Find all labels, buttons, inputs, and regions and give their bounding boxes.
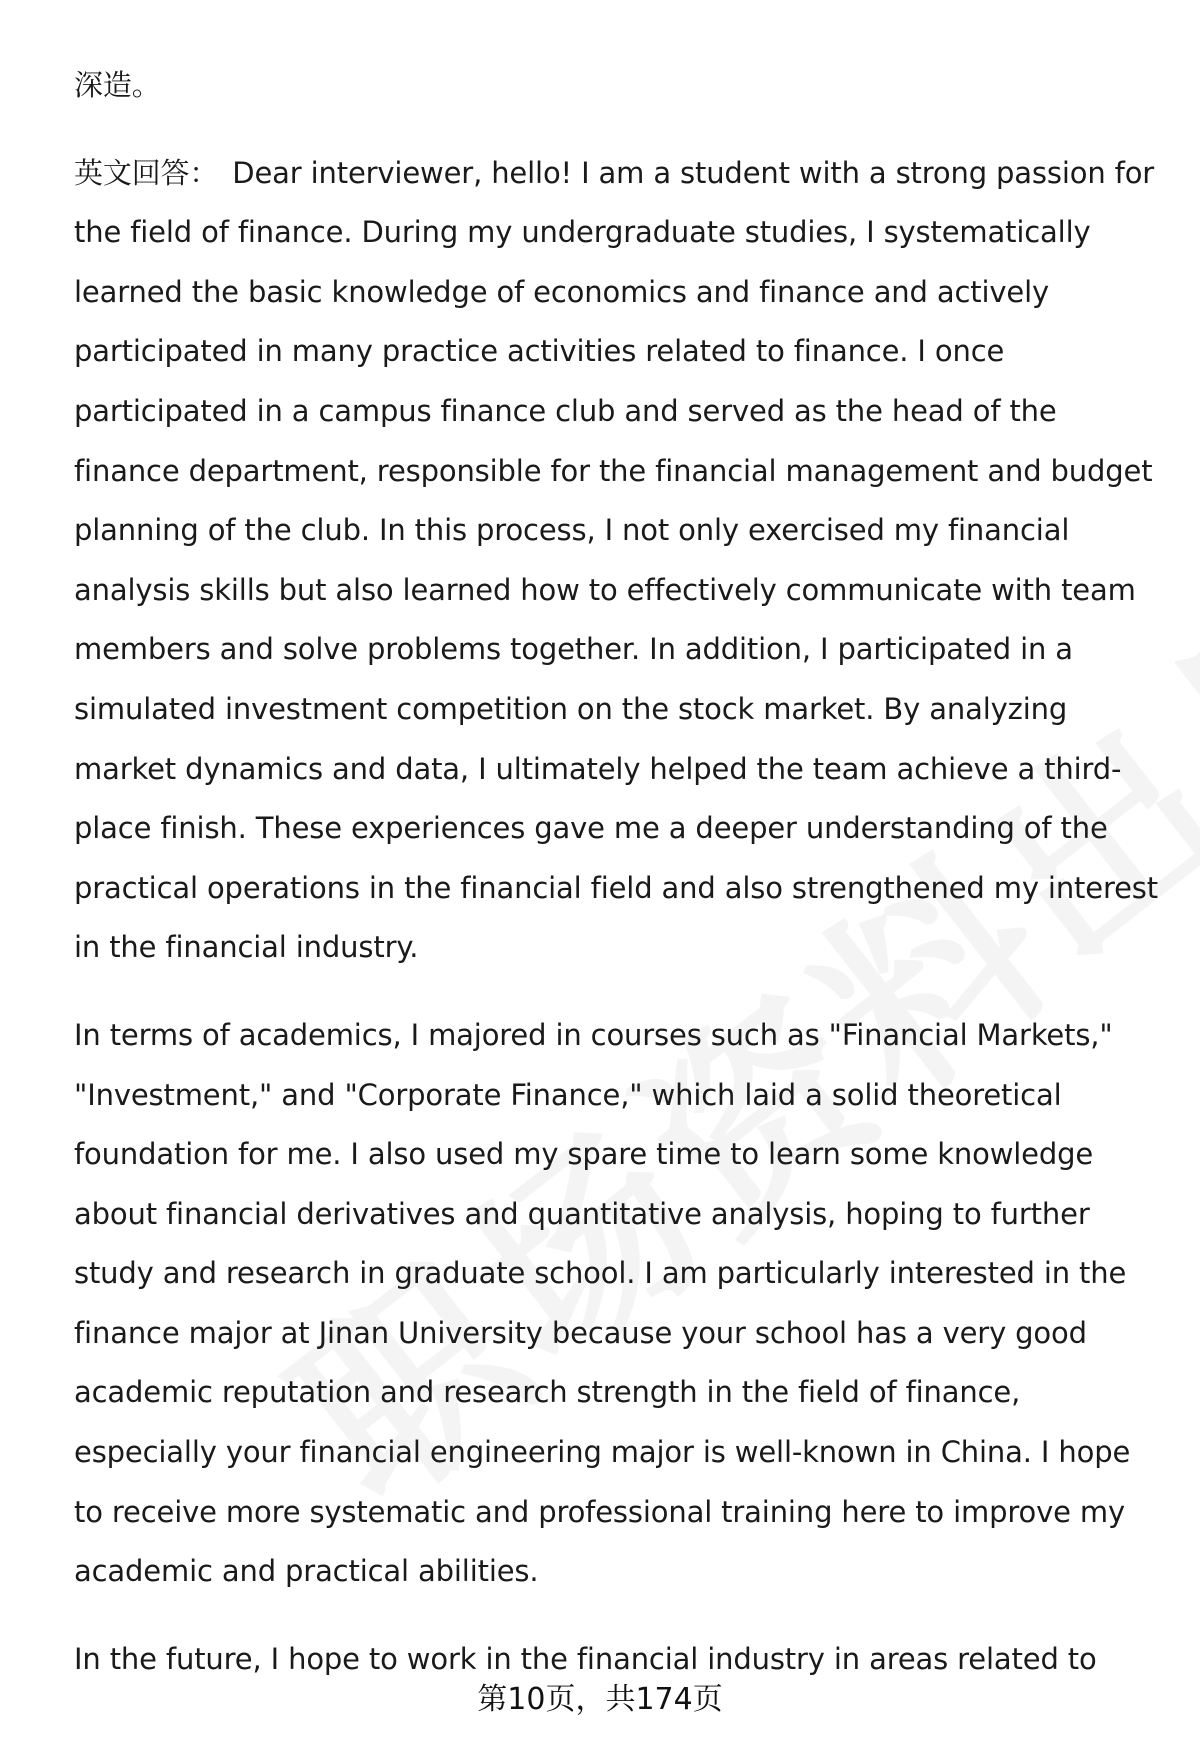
paragraph-text: In terms of academics, I majored in courses such as "Financial Markets," "Investment," and "Corporate Finance," which laid a solid theoretical foundation for me. I also used my spare time to learn some knowledge about financial derivatives and quantitative analysis, hoping to further study and research in graduate school. I am particularly interested in the finance major at Jinan University because your school has a very good academic reputation and research strength in the field of finance, especially your financial engineering major is well-known in China. I hope to receive more systematic and professional training here to improve my academic and practical abilities. [74,1017,1131,1589]
paragraph-prefix: 英文回答： [74,155,219,190]
paragraph-3 [74,1006,1164,1602]
paragraph-2 [74,144,1164,978]
paragraph-text: 深造。 [74,68,161,102]
page-number-footer: 第10页，共174页 [477,1682,723,1717]
paragraph-1 [74,56,1164,116]
document-body [74,56,1164,1689]
paragraph-text: In the future, I hope to work in the financial industry in areas related to [74,1641,1097,1676]
paragraph-text: Dear interviewer, hello! I am a student with a strong passion for the field of finance. During my undergraduate studies, I systematically learned the basic knowledge of economics and finance and actively participated in many practice activities related to finance. I once participated in a campus finance club and served as the head of the finance department, responsible for the financial management and budget planning of the club. In this process, I not only exercised my financial analysis skills but also learned how to effectively communicate with team members and solve problems together. In addition, I participated in a simulated investment competition on the stock market. By analyzing market dynamics and data, I ultimately helped the team achieve a third-place finish. These experiences gave me a deeper understanding of the practical operations in the financial field and also strengthened my interest in the financial industry. [74,155,1158,965]
